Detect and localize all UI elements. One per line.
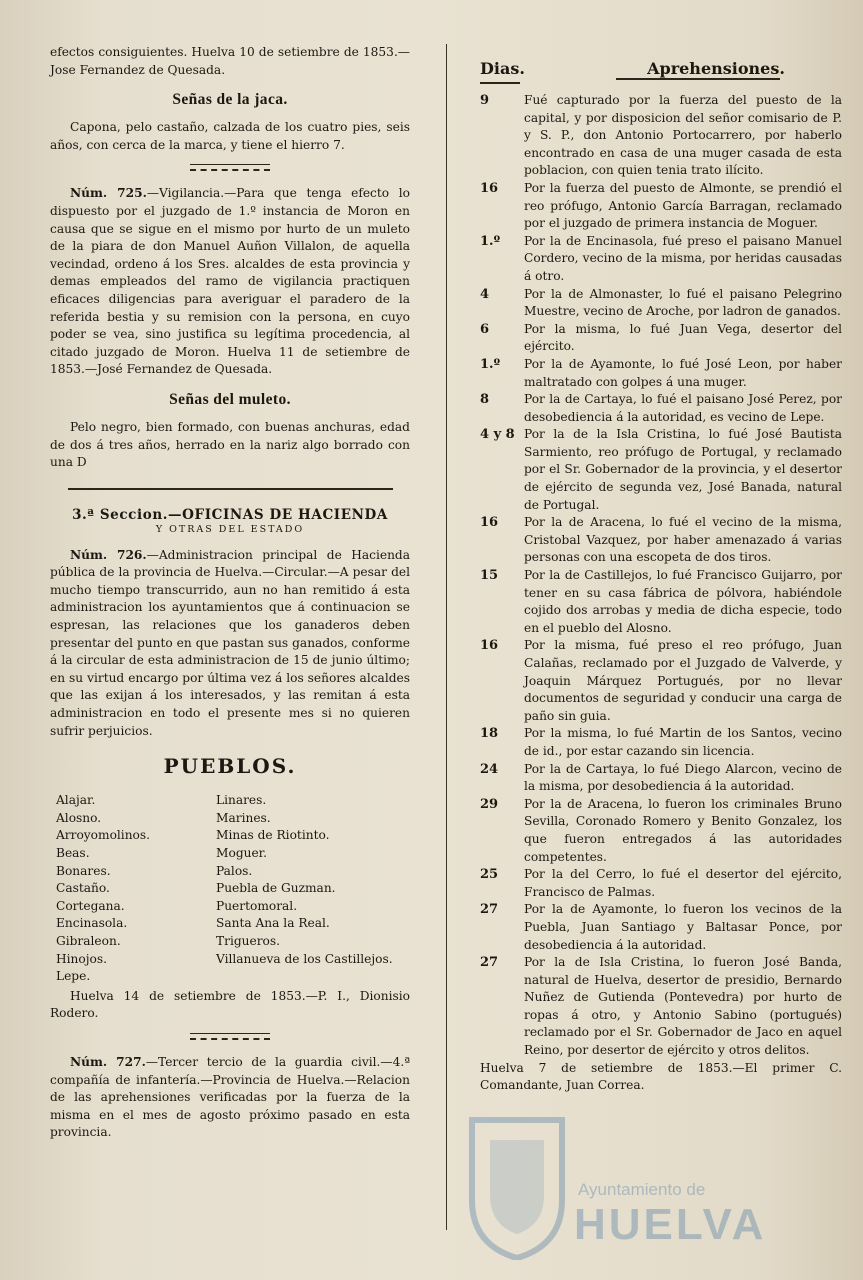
pueblo-item: Castaño. — [56, 881, 110, 896]
entry-day: 4 — [480, 286, 490, 302]
entry-text: Por la de Isla Cristina, lo fueron José Banda, natural de Huelva, desertor de presidio, Bernardo Nuñez de Gutienda (Pontevedra) por hurto de ropas á otro, y Antonio Sabino (portugués) reclamado por el Sr. Gobernador de Jaco en aquel Reino, por desertor de ejército y otros delitos. — [524, 955, 842, 1058]
watermark-line-1: Ayuntamiento de — [578, 1180, 706, 1199]
pueblo-item: Villanueva de los Castillejos. — [216, 951, 393, 966]
aprehension-entry — [480, 954, 842, 1060]
entry-text: Por la de Ayamonte, lo fueron los vecinos de la Puebla, Juan Santiago y Baltasar Ponce, por desobediencia á la autoridad. — [524, 902, 842, 952]
header-rules — [480, 78, 842, 92]
pueblo-item: Trigueros. — [216, 933, 281, 948]
intro-paragraph: efectos consiguientes. Huelva 10 de setiembre de 1853.—Jose Fernandez de Quesada. — [50, 45, 410, 77]
pueblos-column-2 — [216, 792, 410, 986]
aprehension-entry — [480, 180, 842, 233]
notice-726 — [50, 547, 410, 741]
aprehensiones-signature: Huelva 7 de setiembre de 1853.—El primer C. Comandante, Juan Correa. — [480, 1060, 842, 1093]
pueblo-item: Beas. — [56, 846, 90, 860]
section-subtitle: Y OTRAS DEL ESTADO — [155, 523, 305, 535]
pueblo-item: Cortegana. — [56, 898, 125, 913]
entry-day: 9 — [480, 93, 490, 108]
entry-day: 16 — [480, 515, 499, 531]
aprehension-entry — [480, 356, 842, 391]
entry-text: Por la misma, lo fué Martin de los Santos, vecino de id., por estar cazando sin licencia. — [524, 726, 842, 758]
entry-day: 8 — [480, 392, 490, 408]
section-divider — [68, 488, 393, 490]
pueblo-item: Alosno. — [56, 810, 102, 825]
entry-day: 4 y 8 — [480, 427, 515, 443]
entry-day: 27 — [480, 955, 499, 971]
entry-day: 25 — [480, 867, 499, 883]
entry-text: Por la de la Isla Cristina, lo fué José Bautista Sarmiento, reo prófugo de Portugal, y reclamado por el Sr. Gobernador de la provincia, y el desertor de ejército de segunda vez, José Banada, natural de Portugal. — [524, 427, 842, 512]
aprehension-entry — [480, 92, 842, 180]
header-rule — [480, 82, 520, 84]
aprehension-entry — [480, 426, 842, 514]
aprehension-entry — [480, 391, 842, 426]
pueblo-item: Alajar. — [56, 793, 96, 808]
pueblo-item: Moguer. — [216, 846, 268, 860]
separator-ornament — [190, 164, 270, 171]
entry-day: 27 — [480, 902, 499, 918]
pueblos-title: PUEBLOS. — [163, 754, 297, 779]
pueblo-item: Santa Ana la Real. — [216, 916, 330, 931]
notice-725-number: Núm. 725. — [70, 186, 147, 201]
aprehension-entry — [480, 233, 842, 286]
aprehension-entry — [480, 725, 842, 760]
entry-text: Por la de Aracena, lo fué el vecino de la misma, Cristobal Vazquez, por haber amenazado á varias personas con una escopeta de dos tiros. — [524, 515, 842, 565]
entry-day: 16 — [480, 180, 499, 196]
aprehension-entry — [480, 514, 842, 567]
entry-day: 15 — [480, 568, 499, 584]
pueblo-item: Linares. — [216, 793, 267, 808]
aprehension-entry — [480, 866, 842, 901]
aprehension-entry — [480, 321, 842, 356]
pueblo-item: Palos. — [216, 863, 253, 878]
notice-726-signature: Huelva 14 de setiembre de 1853.—P. I., Dionisio Rodero. — [50, 988, 410, 1021]
entry-text: Por la de Castillejos, lo fué Francisco Guijarro, por tener en su casa fábrica de pólvora, habiéndole cojido dos arrobas y media de dicha especie, todo en el pueblo del Alosno. — [524, 568, 842, 635]
header-aprehensiones: Aprehensiones. — [647, 59, 785, 78]
entry-text: Por la del Cerro, lo fué el desertor del ejército, Francisco de Palmas. — [524, 867, 842, 899]
entry-day: 29 — [480, 796, 499, 812]
pueblo-item: Lepe. — [56, 969, 91, 984]
entry-day: 18 — [480, 726, 499, 742]
entry-text: Por la misma, fué preso el reo prófugo, Juan Calañas, reclamado por el Juzgado de Valverde, y Joaquin Márquez Portugués, por no llevar documentos de seguridad y conducir una carga de paño sin guia. — [524, 638, 842, 723]
notice-725 — [50, 185, 410, 379]
entry-text: Por la fuerza del puesto de Almonte, se prendió el reo prófugo, Antonio García Barragan, reclamado por el juzgado de primera instancia de Moguer. — [524, 180, 842, 231]
aprehension-entry — [480, 286, 842, 321]
pueblo-item: Hinojos. — [56, 951, 107, 966]
notice-727-number: Núm. 727. — [70, 1054, 146, 1069]
watermark — [462, 1110, 792, 1270]
aprehension-entry — [480, 637, 842, 725]
column-divider — [446, 44, 447, 1230]
notice-727 — [50, 1054, 410, 1142]
aprehension-entry — [480, 796, 842, 866]
notice-726-number: Núm. 726. — [70, 547, 147, 562]
pueblos-list — [50, 792, 410, 986]
entry-text: Por la misma, lo fué Juan Vega, desertor del ejército. — [524, 321, 842, 354]
aprehension-entry — [480, 567, 842, 637]
shield-icon — [462, 1110, 572, 1260]
left-column — [50, 44, 410, 1142]
pueblo-item: Marines. — [216, 810, 271, 825]
pueblo-item: Minas de Riotinto. — [216, 828, 330, 843]
notice-727-text: —Tercer tercio de la guardia civil.—4.ª compañía de infantería.—Provincia de Huelva.—Relacion de las aprehensiones verificadas por la fuerza de la misma en el mes de agosto próximo pasado en esta provincia. — [50, 1054, 410, 1140]
pueblo-item: Bonares. — [56, 863, 111, 878]
entry-day: 1.º — [480, 356, 501, 372]
pueblo-item: Puertomoral. — [216, 898, 298, 913]
notice-726-text: —Administracion principal de Hacienda pública de la provincia de Huelva.—Circular.—A pesar del mucho tiempo transcurrido, aun no han remitido á esta administracion los ayuntamientos que á continuacion se espresan, las relaciones que los ganaderos deben presentar del punto en que pastan sus ganados, conforme á la circular de esta administracion de 15 de junio último; en su virtud encargo por última vez á los señores alcaldes que las exijan á los interesados, y las remitan á esta administracion en todo el presente mes si no quieren sufrir perjuicios. — [50, 547, 410, 738]
pueblo-item: Gibraleon. — [56, 933, 121, 948]
notice-725-text: —Vigilancia.—Para que tenga efecto lo dispuesto por el juzgado de 1.º instancia de Moron en causa que se sigue en el mismo por hurto de un muleto de la piara de don Manuel Auñon Villalon, de aquella vecindad, ordeno á los Sres. alcaldes de esta provincia y demas empleados del ramo de vigilancia practiquen eficaces diligencias para averiguar el paradero de la referida bestia y su remision con la persona, en cuyo poder se vea, sino justifica su legítima procedencia, al citado juzgado de Moron. Huelva 11 de setiembre de 1853.—José Fernandez de Quesada. — [50, 186, 410, 377]
pueblo-item: Puebla de Guzman. — [216, 881, 336, 896]
aprehension-entry — [480, 901, 842, 954]
pueblos-column-1 — [50, 792, 216, 986]
aprehension-entry — [480, 761, 842, 796]
muleto-heading: Señas del muleto. — [169, 390, 291, 408]
jaca-description: Capona, pelo castaño, calzada de los cuatro pies, seis años, con cerca de la marca, y tiene el hierro 7. — [50, 120, 410, 152]
entry-text: Por la de Aracena, lo fueron los criminales Bruno Sevilla, Coronado Romero y Benito Gonzalez, los que fueron entregados á las autoridades competentes. — [524, 796, 842, 864]
entry-text: Por la de Almonaster, lo fué el paisano Pelegrino Muestre, vecino de Aroche, por ladron de ganados. — [524, 286, 842, 319]
entry-day: 1.º — [480, 233, 501, 249]
table-header — [480, 40, 842, 78]
muleto-description: Pelo negro, bien formado, con buenas anchuras, edad de dos á tres años, herrado en la nariz algo borrado con una D — [50, 419, 410, 470]
jaca-heading: Señas de la jaca. — [172, 91, 288, 109]
entry-text: Por la de Cartaya, lo fué Diego Alarcon, vecino de la misma, por desobediencia á la autoridad. — [524, 761, 842, 794]
separator-ornament — [190, 1033, 270, 1040]
entry-day: 16 — [480, 638, 499, 654]
header-dias: Dias. — [480, 59, 525, 78]
pueblo-item: Arroyomolinos. — [56, 828, 151, 843]
entry-text: Por la de Encinasola, fué preso el paisano Manuel Cordero, vecino de la misma, por heridas causadas á otro. — [524, 233, 842, 283]
watermark-line-2: HUELVA — [574, 1200, 767, 1249]
entry-text: Por la de Ayamonte, lo fué José Leon, por haber maltratado con golpes á una muger. — [524, 356, 842, 389]
entry-day: 24 — [480, 761, 499, 777]
header-rule — [616, 78, 780, 80]
aprehensiones-list — [480, 92, 842, 1060]
right-column — [480, 40, 842, 1095]
entry-day: 6 — [480, 321, 490, 337]
pueblo-item: Encinasola. — [56, 916, 128, 931]
entry-text: Fué capturado por la fuerza del puesto de la capital, y por disposicion del señor comisario de P. y S. P., don Antonio Portocarrero, por haberlo encontrado en casa de una muger casada de esta poblacion, con quien tenia trato ilícito. — [524, 93, 842, 178]
section-title: 3.ª Seccion.—OFICINAS DE HACIENDA — [72, 506, 388, 523]
entry-text: Por la de Cartaya, lo fué el paisano José Perez, por desobediencia á la autoridad, es vecino de Lepe. — [524, 392, 842, 424]
